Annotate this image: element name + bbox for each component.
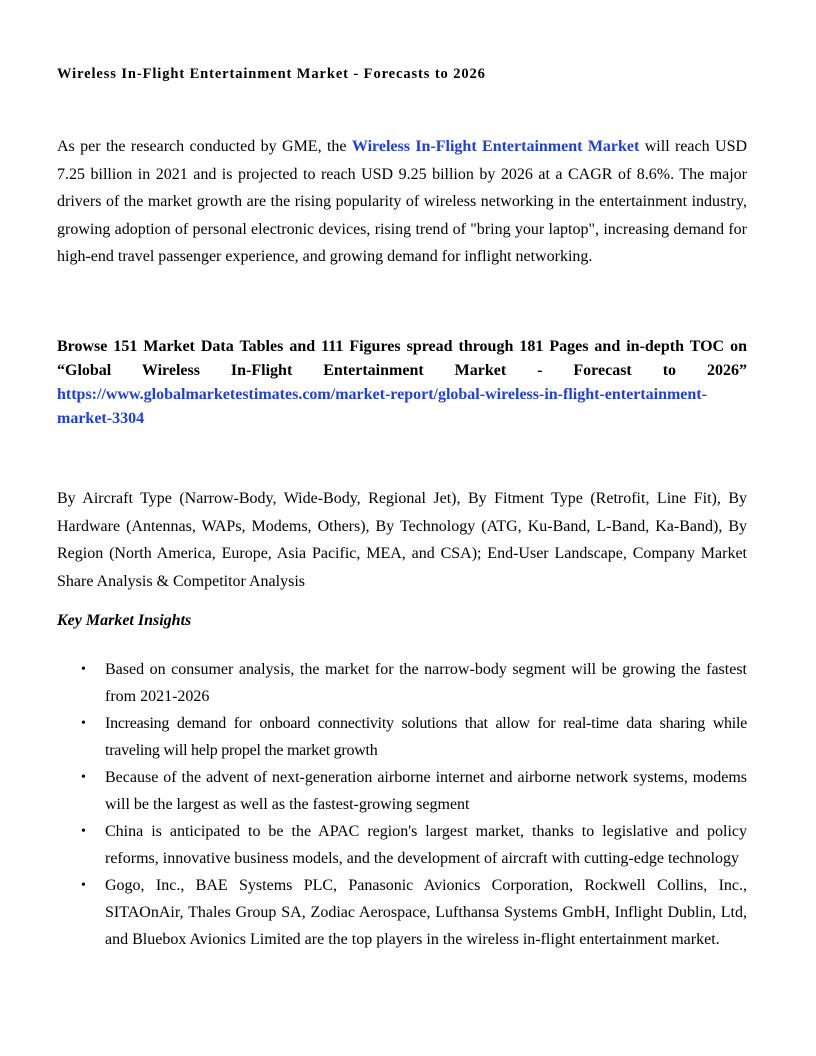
intro-text-after-link: will reach USD 7.25 billion in 2021 and is projected to reach USD 9.25 billion by 2026 at a CAGR of 8.6%. The major drivers of the market growth are the rising popularity of wireless networking in the entertainment industry, growing adoption of personal electronic devices, rising trend of "bring your laptop", increasing demand for high-end travel passenger experience, and growing demand for inflight networking.: [57, 138, 748, 265]
bullet-icon: •: [81, 878, 86, 893]
list-item: [57, 872, 747, 953]
bullet-icon: •: [81, 824, 86, 839]
market-report-link[interactable]: Wireless In-Flight Entertainment Market: [351, 138, 640, 155]
list-item-text: Based on consumer analysis, the market for the narrow-body segment will be growing the fastest from 2021-2026: [105, 661, 747, 705]
list-item-text: China is anticipated to be the APAC region's largest market, thanks to legislative and policy reforms, innovative business models, and the development of aircraft with cutting-edge technology: [105, 823, 747, 867]
segmentation-paragraph: By Aircraft Type (Narrow-Body, Wide-Body, Regional Jet), By Fitment Type (Retrofit, Line Fit), By Hardware (Antennas, WAPs, Modems, Others), By Technology (ATG, Ku-Band, L-Band, Ka-Band), By Region (North America, Europe, Asia Pacific, MEA, and CSA); End-User Landscape, Company Market Share Analysis & Competitor Analysis: [57, 490, 747, 590]
list-item-text: Because of the advent of next-generation airborne internet and airborne network systems, modems will be the largest as well as the fastest-growing segment: [105, 769, 747, 813]
intro-text-before-link: As per the research conducted by GME, the: [57, 138, 352, 155]
browse-paragraph: [57, 335, 747, 431]
list-item-text: Increasing demand for onboard connectivity solutions that allow for real-time data sharing while traveling will help propel the market growth: [105, 715, 747, 759]
bullet-icon: •: [81, 716, 86, 731]
list-item: [57, 764, 747, 818]
browse-text: Browse 151 Market Data Tables and 111 Figures spread through 181 Pages and in-depth TOC on “Global Wireless In-Flight Entertainment Market - Forecast to 2026”: [57, 338, 747, 379]
key-insights-heading: Key Market Insights: [57, 612, 192, 629]
bullet-icon: •: [81, 770, 86, 785]
list-item: [57, 656, 747, 710]
list-item-text: Gogo, Inc., BAE Systems PLC, Panasonic Avionics Corporation, Rockwell Collins, Inc., SITAOnAir, Thales Group SA, Zodiac Aerospace, Lufthansa Systems GmbH, Inflight Dublin, Ltd, and Bluebox Avionics Limited are the top players in the wireless in-flight entertainment market.: [105, 877, 747, 948]
insights-list: [57, 656, 747, 953]
report-url-link[interactable]: https://www.globalmarketestimates.com/market-report/global-wireless-in-flight-entertainment-market-3304: [57, 386, 707, 427]
document-title: Wireless In-Flight Entertainment Market - Forecasts to 2026: [57, 66, 486, 82]
list-item: [57, 710, 747, 764]
bullet-icon: •: [81, 662, 86, 677]
intro-paragraph: [57, 133, 747, 271]
list-item: [57, 818, 747, 872]
